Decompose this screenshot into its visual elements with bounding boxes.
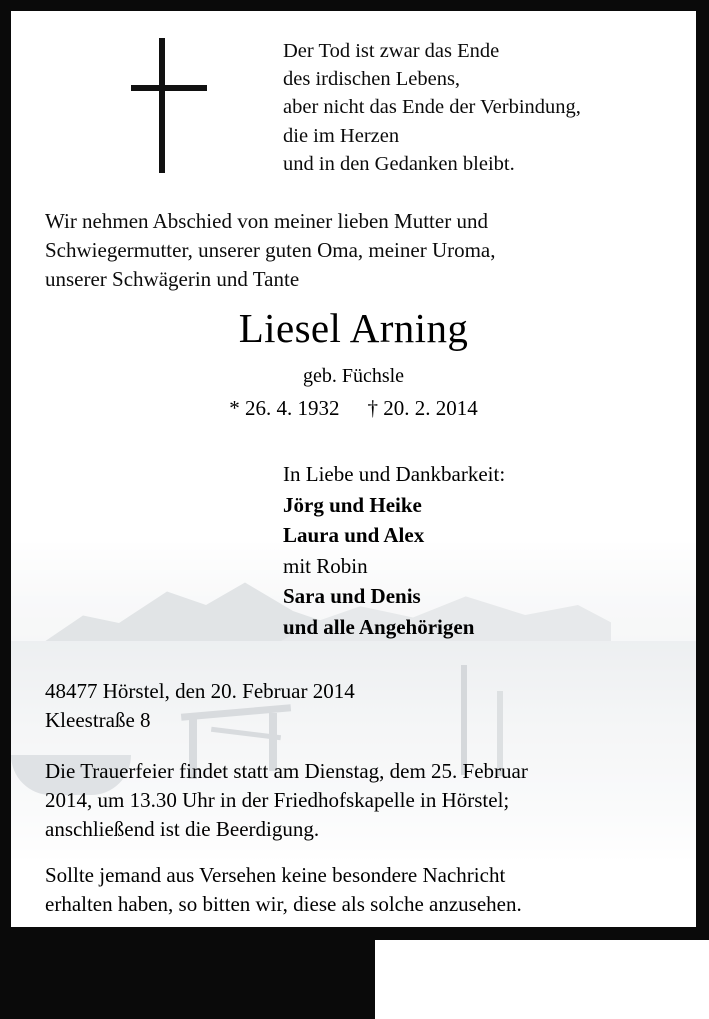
- bottom-right-white-block: [375, 940, 709, 1019]
- deceased-dates: [11, 394, 696, 422]
- death-date: † 20. 2. 2014: [367, 396, 478, 420]
- deceased-name: Liesel Arning: [238, 305, 469, 351]
- intro-line: Schwiegermutter, unserer guten Oma, meiner Uroma,: [45, 238, 496, 262]
- service-line: Die Trauerfeier findet statt am Dienstag, dem 25. Februar: [45, 759, 528, 783]
- service-line: anschließend ist die Beerdigung.: [45, 817, 320, 841]
- mourner-line: und alle Angehörigen: [283, 614, 475, 639]
- address-block: [45, 677, 679, 735]
- thanks-heading: In Liebe und Dankbarkeit:: [283, 462, 506, 486]
- memorial-verse: [283, 37, 683, 178]
- mourner-line: mit Robin: [283, 553, 368, 578]
- service-line: 2014, um 13.30 Uhr in der Friedhofskapelle in Hörstel;: [45, 788, 510, 812]
- verse-line: Der Tod ist zwar das Ende: [283, 40, 500, 62]
- general-notice: [45, 861, 679, 919]
- intro-line: Wir nehmen Abschied von meiner lieben Mutter und: [45, 209, 488, 233]
- deceased-maiden-name: geb. Füchsle: [302, 365, 405, 387]
- cross-vertical-bar: [159, 38, 165, 173]
- christian-cross-icon: [131, 38, 211, 173]
- mourner-line: Laura und Alex: [283, 523, 425, 547]
- obituary-card: [11, 11, 696, 927]
- verse-line: des irdischen Lebens,: [283, 68, 461, 91]
- mourner-line: Sara und Denis: [283, 584, 421, 608]
- address-line: Kleestraße 8: [45, 708, 151, 732]
- mourners-block: [283, 459, 683, 642]
- notice-line: erhalten haben, so bitten wir, diese als solche anzusehen.: [45, 892, 522, 916]
- cross-horizontal-bar: [131, 85, 207, 91]
- introduction-text: [45, 207, 679, 294]
- intro-line: unserer Schwägerin und Tante: [45, 267, 300, 291]
- address-line: 48477 Hörstel, den 20. Februar 2014: [45, 679, 355, 703]
- verse-line: aber nicht das Ende der Verbindung,: [283, 96, 581, 119]
- verse-line: die im Herzen: [283, 124, 400, 147]
- verse-line: und in den Gedanken bleibt.: [283, 152, 515, 175]
- mourner-line: Jörg und Heike: [283, 492, 422, 517]
- funeral-service-info: [45, 757, 679, 844]
- notice-line: Sollte jemand aus Versehen keine besondere Nachricht: [45, 863, 506, 887]
- birth-date: * 26. 4. 1932: [229, 396, 340, 420]
